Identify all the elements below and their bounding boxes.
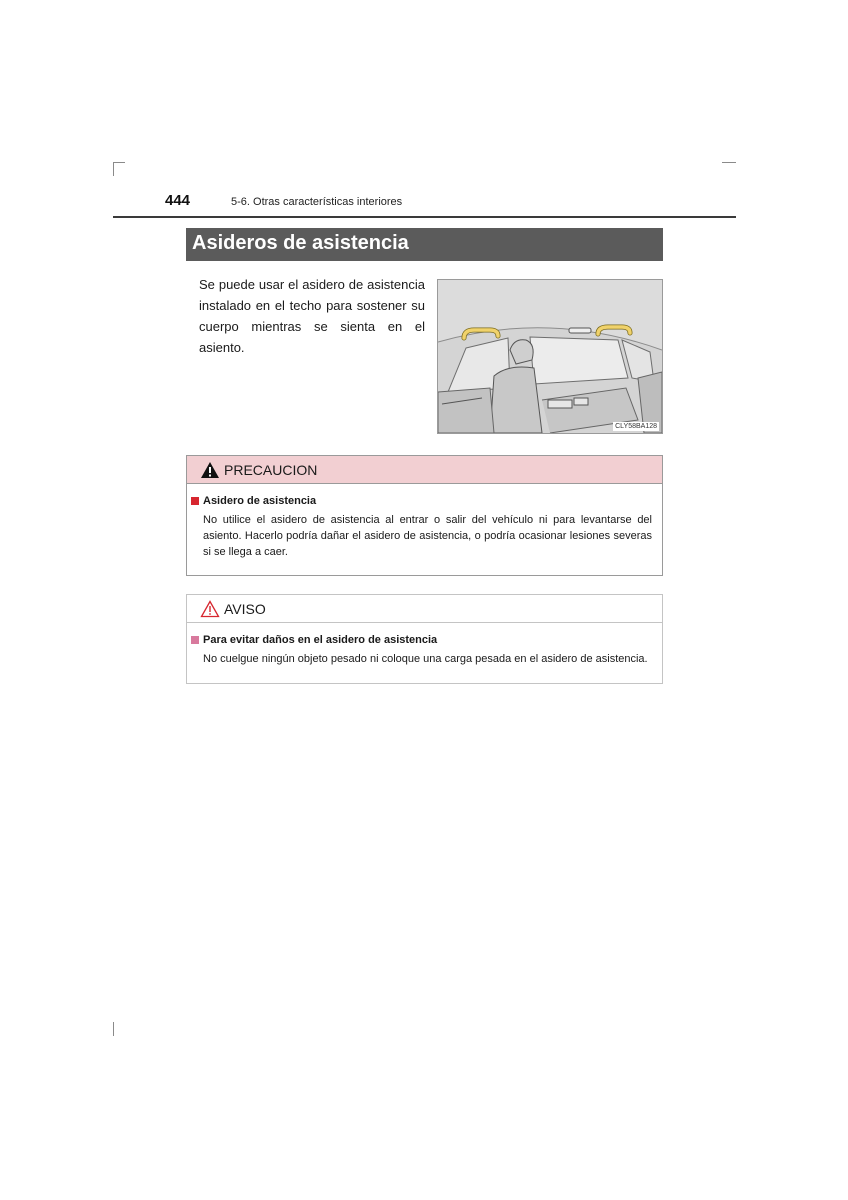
caution-box	[186, 455, 663, 576]
caution-item-body: No utilice el asidero de asistencia al entrar o salir del vehículo ni para levantarse del asiento. Hacerlo podría dañar el asidero de asistencia, o podría ocasionar lesiones severas si se llega a caer.	[203, 514, 652, 558]
section-title: 5-6. Otras características interiores	[231, 196, 403, 208]
crop-mark-top-left-h	[113, 162, 125, 163]
caution-item-title: Asidero de asistencia	[203, 495, 317, 507]
header-divider	[113, 216, 736, 218]
page-number: 444	[165, 192, 191, 209]
red-square-bullet-icon	[191, 497, 199, 505]
notice-item-title-row	[191, 634, 662, 646]
notice-item-body: No cuelgue ningún objeto pesado ni coloque una carga pesada en el asidero de asistencia.	[203, 653, 648, 665]
caution-header	[187, 456, 662, 484]
pink-square-bullet-icon	[191, 636, 199, 644]
notice-item-title: Para evitar daños en el asidero de asistencia	[203, 634, 438, 646]
crop-mark-top-left-v	[113, 162, 114, 176]
warning-triangle-icon	[200, 461, 220, 479]
crop-mark-top-right-h	[722, 162, 736, 163]
intro-paragraph: Se puede usar el asidero de asistencia instalado en el techo para sostener su cuerpo mientras se sienta en el asiento.	[199, 277, 425, 355]
warning-triangle-outline-icon	[200, 600, 220, 618]
notice-header	[187, 595, 662, 623]
figure-code: CLY58BA128	[615, 423, 657, 430]
caution-heading: PRECAUCION	[224, 461, 318, 478]
car-interior-illustration-icon	[438, 280, 662, 433]
assist-grip-illustration	[437, 279, 663, 434]
notice-box	[186, 594, 663, 684]
caution-item-title-row	[191, 495, 662, 507]
notice-heading: AVISO	[224, 600, 266, 617]
page-title: Asideros de asistencia	[186, 228, 663, 261]
crop-mark-bottom-left-v	[113, 1022, 114, 1036]
